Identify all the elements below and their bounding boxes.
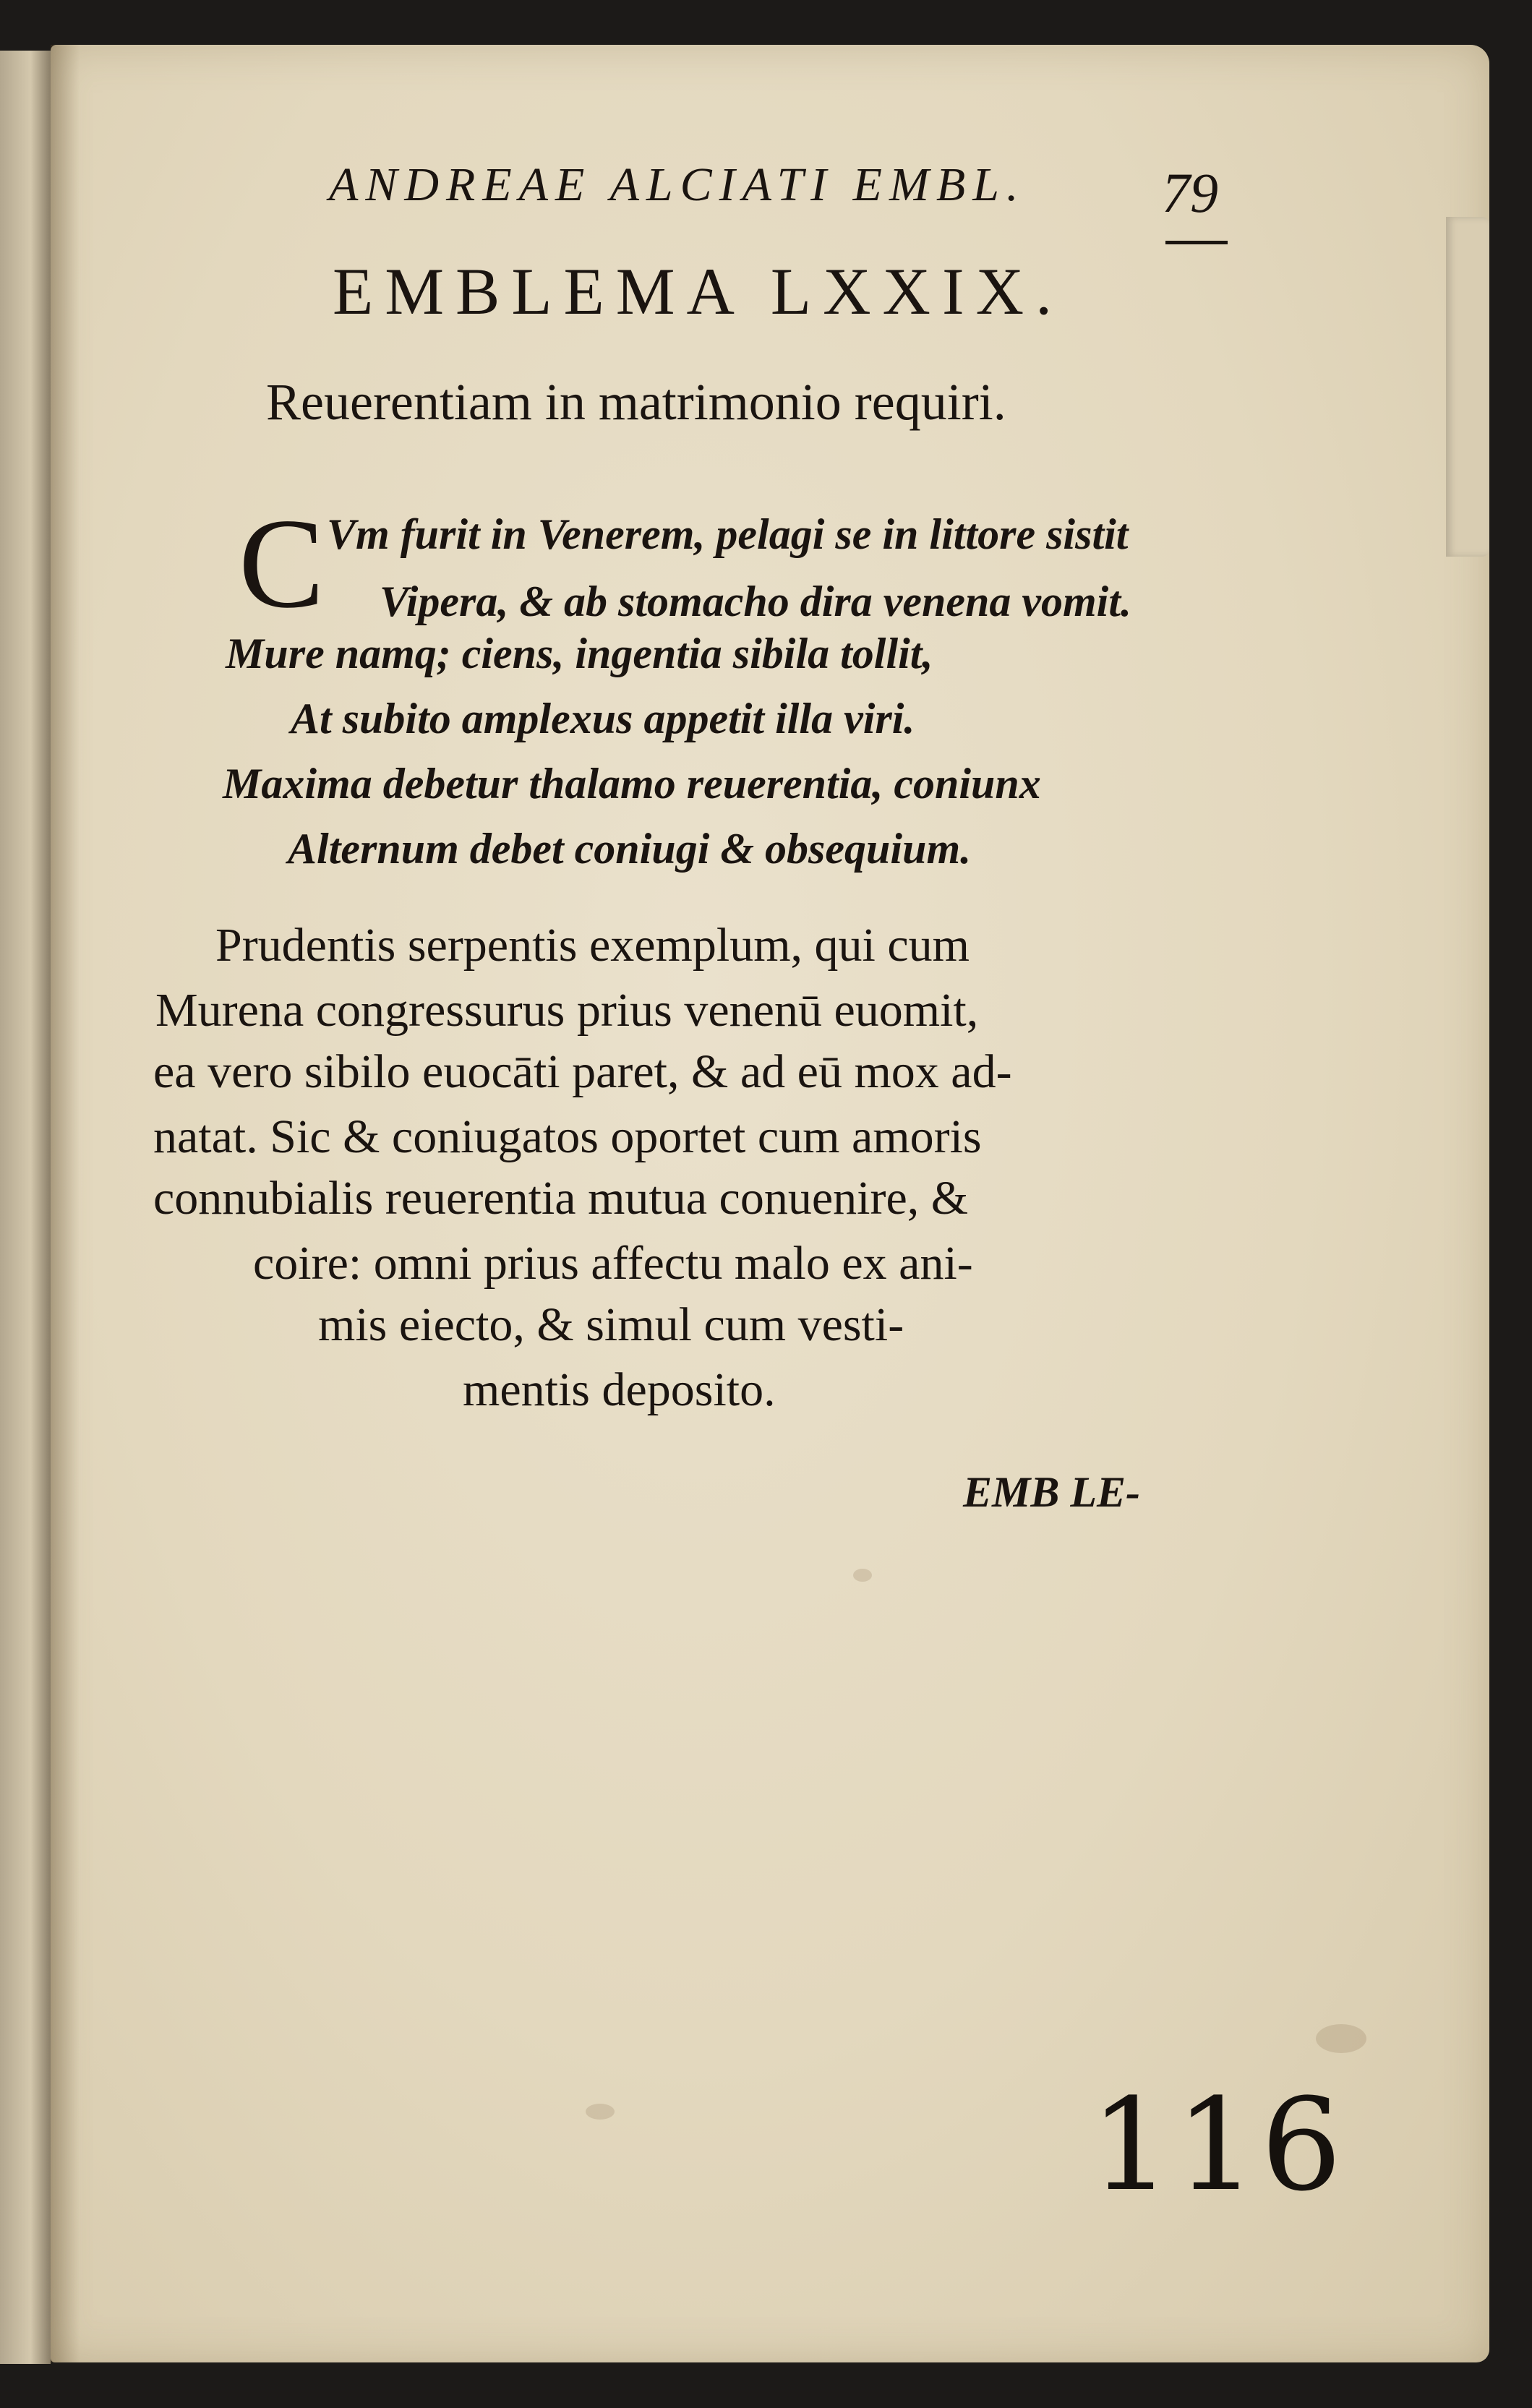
commentary-line: ea vero sibilo euocāti paret, & ad eū mox ad- xyxy=(153,1045,1012,1098)
commentary-line: mentis deposito. xyxy=(463,1363,776,1416)
folio-number: 79 xyxy=(1162,161,1218,224)
commentary-line: Prudentis serpentis exemplum, qui cum xyxy=(215,919,970,972)
commentary-line: coire: omni prius affectu malo ex ani- xyxy=(253,1237,973,1290)
emblem-motto: Reuerentiam in matrimonio requiri. xyxy=(266,373,1006,431)
catchword: EMB LE- xyxy=(963,1468,1141,1516)
verse-line: Maxima debetur thalamo reuerentia, coniunx xyxy=(223,760,1041,807)
verse-line: Mure namq; ciens, ingentia sibila tollit, xyxy=(226,630,933,677)
paper-stain xyxy=(586,2104,615,2120)
commentary-line: Murena congressurus prius venenū euomit, xyxy=(155,984,979,1037)
paper-stain xyxy=(1316,2024,1366,2053)
verse-line: Alternum debet coniugi & obsequium. xyxy=(288,825,972,873)
verse-line: At subito amplexus appetit illa viri. xyxy=(291,695,915,742)
verse-line: Vm furit in Venerem, pelagi se in littore sistit xyxy=(327,510,1129,558)
page-tab-edge xyxy=(1446,217,1489,557)
commentary-line: mis eiecto, & simul cum vesti- xyxy=(318,1298,904,1351)
commentary-line: connubialis reuerentia mutua conuenire, & xyxy=(153,1172,969,1225)
emblem-heading: EMBLEMA LXXIX. xyxy=(333,254,1064,328)
commentary-line: natat. Sic & coniugatos oportet cum amoris xyxy=(153,1110,982,1163)
drop-cap: C xyxy=(239,492,325,635)
previous-page-edge xyxy=(0,51,51,2364)
running-head: ANDREAE ALCIATI EMBL. xyxy=(329,158,1026,211)
paper-stain xyxy=(853,1569,872,1582)
library-stamp-number: 116 xyxy=(1090,2071,1346,2219)
verse-line: Vipera, & ab stomacho dira venena vomit. xyxy=(380,578,1132,625)
folio-underline xyxy=(1165,241,1228,244)
